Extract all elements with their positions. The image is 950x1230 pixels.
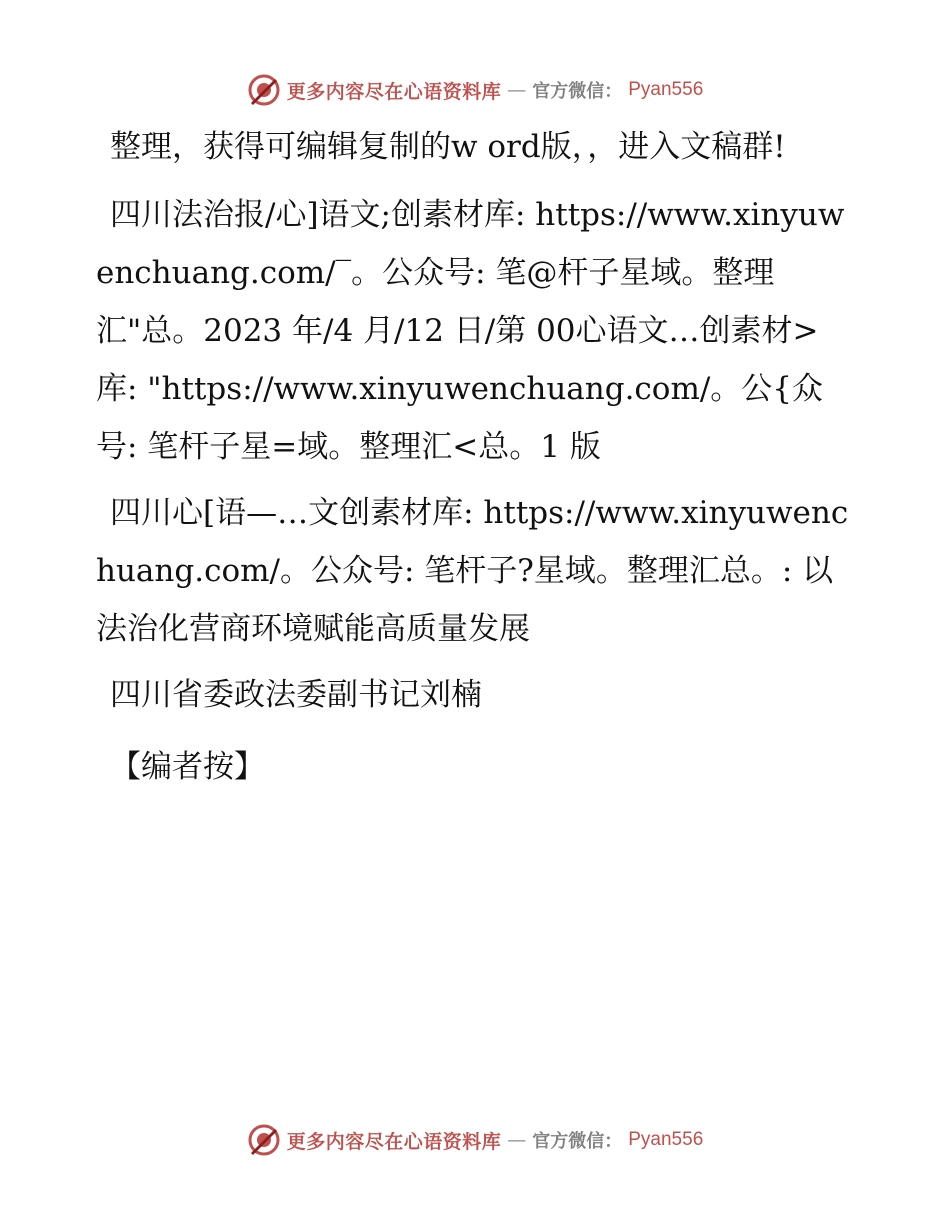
paragraph-intro: 整理，获得可编辑复制的w ord版，，进入文稿群! xyxy=(110,129,786,165)
footer-wechat-id: Pyan556 xyxy=(628,1129,704,1150)
pen-logo-icon xyxy=(247,1123,281,1157)
author-line xyxy=(96,666,856,724)
header-banner xyxy=(0,70,950,110)
document-body xyxy=(96,118,856,802)
paragraph-source-1: 四川法治报/心]语文;创素材库: https://www.xinyuwenchuang.com/‾。公众号: 笔@杆子星域。整理汇"总。2023 年/4 月/12 日/第 00心语文…创素材>库: "https://www.xinyuwenchuang.com/。公{众号: 笔杆子星=域。整理汇<总。1 版 xyxy=(96,197,845,465)
author-title: 四川省委政法委副书记 xyxy=(110,677,420,713)
paragraph-source-2: 四川心[语—…文创素材库: https://www.xinyuwenchuang.com/。公众号: 笔杆子?星域。整理汇总。: 以法治化营商环境赋能高质量发展 xyxy=(96,495,849,647)
header-separator: — xyxy=(507,79,527,101)
editor-note-heading: 【编者按】 xyxy=(110,749,265,785)
footer-brand-text: 更多内容尽在心语资料库 xyxy=(286,1130,502,1153)
footer-separator: — xyxy=(507,1129,527,1151)
header-wechat-id: Pyan556 xyxy=(628,79,704,100)
author-name: 刘楠 xyxy=(420,677,482,713)
footer-banner xyxy=(0,1120,950,1160)
footer-wechat-label: 官方微信： xyxy=(532,1131,623,1152)
header-brand-text: 更多内容尽在心语资料库 xyxy=(286,80,502,103)
header-wechat-label: 官方微信： xyxy=(532,81,623,102)
pen-logo-icon xyxy=(247,73,281,107)
